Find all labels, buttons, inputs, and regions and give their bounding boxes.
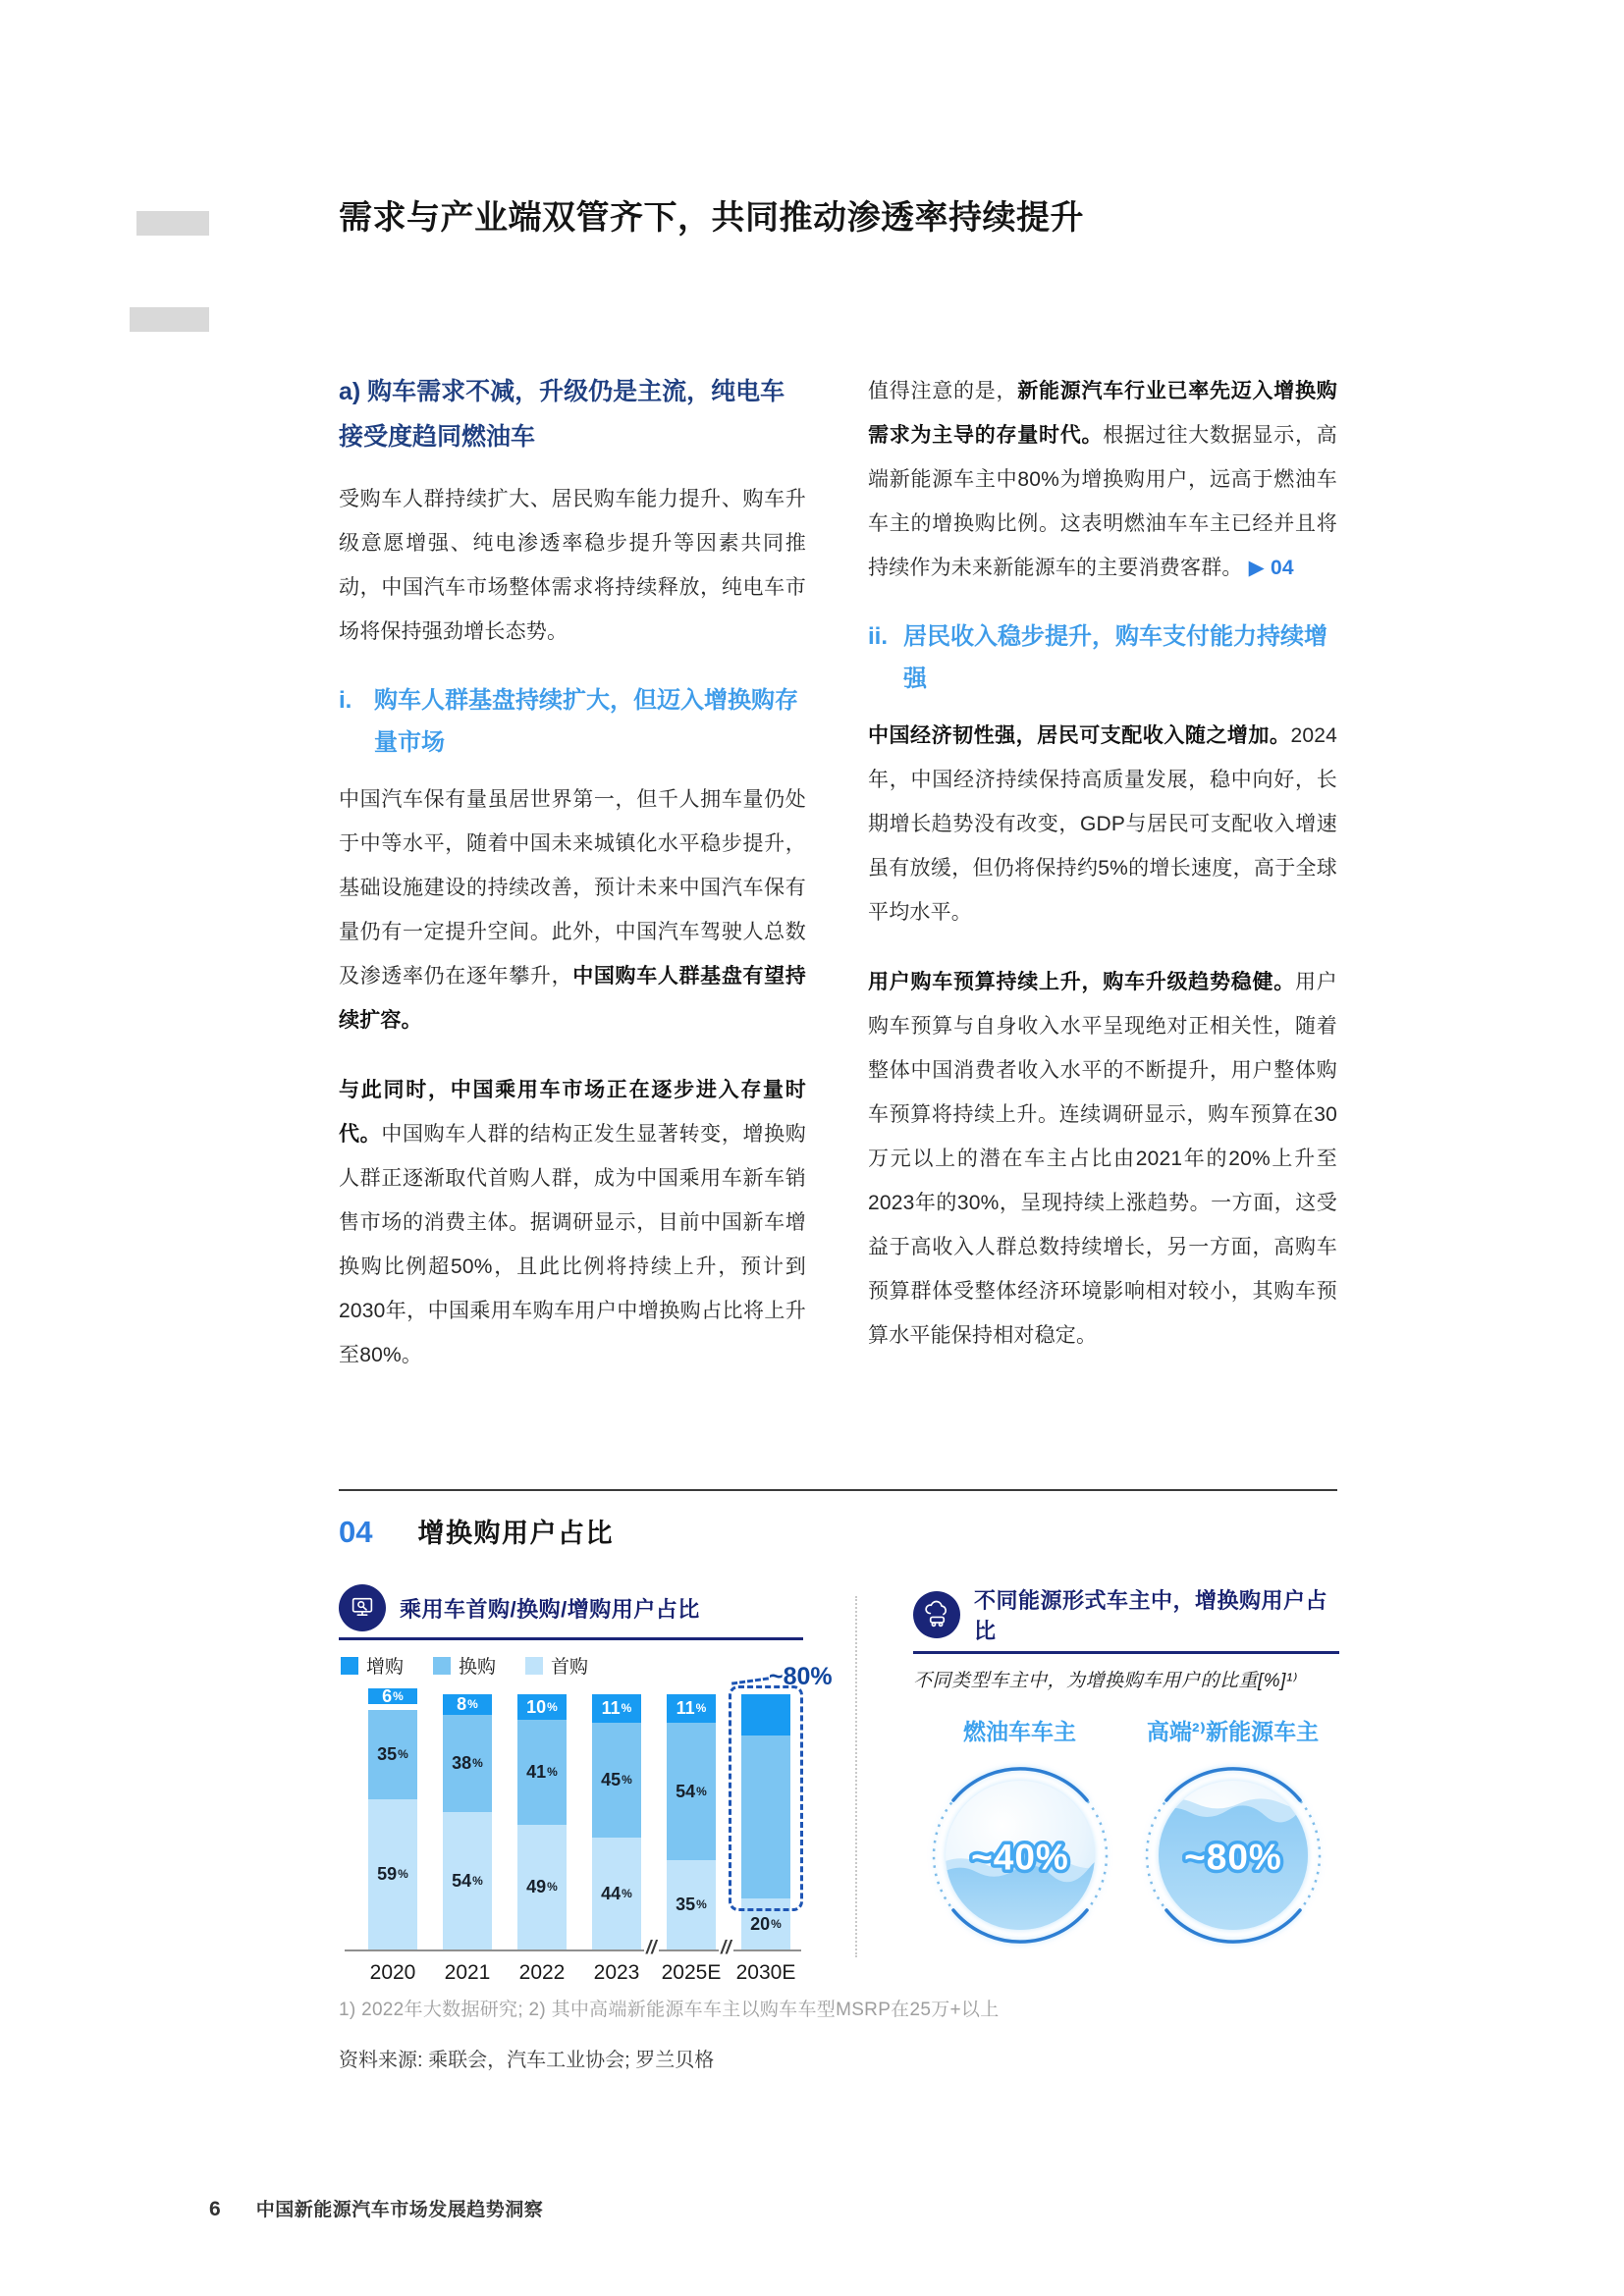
subsection-heading-ii: [868, 615, 1337, 700]
text-run: 用户购车预算与自身收入水平呈现绝对正相关性，随着整体中国消费者收入水平的不断提升，用户整体购车预算将持续上升。连续调研显示，购车预算在30万元以上的潜在车主占比由2021年的20%上升至2023年的30%，呈现持续上涨趋势。一方面，这受益于高收入人群总数持续增长，另一方面，高购车预算群体受整体经济环境影响相对较小，其购车预算水平能保持相对稳定。: [868, 971, 1337, 1347]
text-run: 受购车人群持续扩大、居民购车能力提升、购车升级意愿增强、纯电渗透率稳步提升等因素共同推动，中国汽车市场整体需求将持续释放，纯电车市场将保持强劲增长态势。: [339, 488, 806, 643]
gauge-chart-title: 不同能源形式车主中，增换购用户占比: [974, 1588, 1328, 1643]
gauge-label: 高端²⁾新能源车主: [1146, 1719, 1320, 1744]
axis-break-mark: //: [721, 1938, 731, 1958]
page-title: 需求与产业端双管齐下，共同推动渗透率持续提升: [339, 199, 1084, 237]
bar-segment-2022-换购: 41 %: [517, 1720, 567, 1825]
x-axis-label-2022: 2022: [518, 1961, 566, 1984]
x-axis-label-2025E: 2025E: [661, 1961, 722, 1984]
legend-label: 首购: [551, 1657, 589, 1678]
gauge-header: [913, 1584, 1339, 1654]
page-footer: [209, 2195, 543, 2221]
gauge-panel: [913, 1584, 1339, 1953]
bar-segment-2020-增购: 6 %: [368, 1688, 417, 1704]
text-run-bold: 用户购车预算持续上升，购车升级趋势稳健。: [868, 971, 1296, 993]
bar-segment-2022-首购: 49 %: [517, 1825, 567, 1949]
text-run: 2024年，中国经济持续保持高质量发展，稳中向好，长期增长趋势没有改变，GDP与居民可支配收入增速虽有放缓，但仍将保持约5%的增长速度，高于全球平均水平。: [868, 724, 1337, 924]
x-axis-label-2021: 2021: [444, 1961, 491, 1984]
gauge-chart-subtitle: 不同类型车主中，为增换购车用户的比重[%]¹⁾: [913, 1671, 1298, 1691]
paragraph-nev-stock: [868, 369, 1337, 590]
page-number: 6: [209, 2198, 221, 2220]
heading-i-number: i.: [339, 687, 352, 714]
figure-footnote: 1) 2022年大数据研究; 2) 其中高端新能源车车主以购车车型MSRP在25万+以上: [339, 2000, 1000, 2020]
legend-item-首购: [525, 1652, 588, 1679]
legend-swatch: [525, 1657, 543, 1675]
bar-segment-2030E-首购: 20 %: [741, 1898, 790, 1949]
figure-top-rule: [339, 1489, 1337, 1491]
bar-segment-2020-换购: 35 %: [368, 1710, 417, 1799]
bar-2021: [443, 1694, 492, 1949]
figure-header: [339, 1512, 614, 1550]
bar-segment-2023-换购: 45 %: [592, 1723, 641, 1838]
monitor-search-icon: [339, 1584, 386, 1631]
annotation-box: [729, 1685, 803, 1911]
figure-source: 资料来源: 乘联会，汽车工业协会; 罗兰贝格: [339, 2050, 715, 2071]
legend-label: 换购: [459, 1657, 497, 1678]
subsection-heading-i: [339, 679, 806, 764]
gauge-premium-nev-owners: [1126, 1714, 1339, 1953]
legend-swatch: [341, 1657, 358, 1675]
left-column: [339, 369, 806, 1403]
figure-reference-04[interactable]: ▶ 04: [1248, 557, 1294, 579]
bar-segment-2020-首购: 59 %: [368, 1799, 417, 1949]
svg-text:~80%: ~80%: [1183, 1837, 1282, 1878]
x-axis-label-2023: 2023: [593, 1961, 640, 1984]
figure-title: 增换购用户占比: [417, 1519, 614, 1548]
text-run-bold: 中国购车人群基盘有望持续扩容。: [339, 965, 807, 1032]
bar-segment-2025E-换购: 54 %: [667, 1723, 716, 1860]
legend-label: 增购: [366, 1657, 405, 1678]
text-run: 中国购车人群的结构正发生显著转变，增换购人群正逐渐取代首购人群，成为中国乘用车新车销售市场的消费主体。据调研显示，目前中国新车增换购比例超50%，且此比例将持续上升，预计到2030年，中国乘用车购车用户中增换购占比将上升至80%。: [339, 1123, 807, 1366]
gauge-fuel-owners: [913, 1714, 1126, 1953]
right-column: [868, 369, 1337, 1383]
bar-segment-2021-换购: 38 %: [443, 1715, 492, 1812]
bar-segment-2025E-增购: 11 %: [667, 1694, 716, 1723]
bar-2022: [517, 1694, 567, 1949]
bar-chart-title: 乘用车首购/换购/增购用户占比: [400, 1596, 700, 1622]
bar-2025E: [667, 1694, 716, 1949]
bar-2023: [592, 1694, 641, 1949]
text-run: 中国汽车保有量虽居世界第一，但千人拥车量仍处于中等水平，随着中国未来城镇化水平稳步提升，基础设施建设的持续改善，预计未来中国汽车保有量仍有一定提升空间。此外，中国汽车驾驶人总数及渗透率仍在逐年攀升，: [339, 788, 806, 988]
bar-segment-2023-增购: 11 %: [592, 1694, 641, 1723]
figure-number: 04: [339, 1515, 373, 1549]
paragraph-car-parc: [339, 777, 806, 1042]
legend-swatch: [433, 1657, 451, 1675]
gauge-group: [913, 1714, 1339, 1953]
section-heading-a: a) 购车需求不减，升级仍是主流，纯电车接受度趋同燃油车: [339, 378, 785, 451]
bar-segment-2023-首购: 44 %: [592, 1838, 641, 1949]
bar-segment-2025E-首购: 35 %: [667, 1860, 716, 1949]
footer-doc-title: 中国新能源汽车市场发展趋势洞察: [255, 2200, 544, 2220]
text-run: 值得注意的是，: [868, 380, 1018, 402]
paragraph-demand: [339, 477, 806, 654]
annotation-label: ~80%: [769, 1663, 833, 1690]
cloud-car-icon: [913, 1591, 960, 1638]
bar-segment-2021-增购: 8 %: [443, 1694, 492, 1715]
bar-chart-panel: [339, 1584, 833, 2002]
heading-i-text: 购车人群基盘持续扩大，但迈入增换购存量市场: [374, 687, 798, 756]
annotation-dash: [731, 1677, 769, 1684]
water-fill-gauge: [927, 1762, 1113, 1953]
legend-item-增购: [341, 1652, 404, 1679]
x-axis-label-2020: 2020: [369, 1961, 416, 1984]
gauge-label: 燃油车车主: [963, 1719, 1076, 1744]
x-axis-label-2030E: 2030E: [735, 1961, 796, 1984]
panel-divider: [855, 1596, 857, 1957]
text-run: 根据过往大数据显示，高端新能源车主中80%为增换购用户，远高于燃油车车主的增换购比例。这表明燃油车车主已经并且将持续作为未来新能源车的主要消费客群。: [868, 424, 1338, 579]
heading-ii-number: ii.: [868, 623, 889, 650]
bar-chart-header: [339, 1584, 803, 1640]
paragraph-budget: [868, 960, 1337, 1358]
paragraph-stock-era: [339, 1068, 806, 1377]
text-run-bold: 与此同时，中国乘用车市场正在逐步进入存量时代。: [339, 1079, 806, 1146]
text-run-bold: 新能源汽车行业已率先迈入增换购需求为主导的存量时代。: [868, 380, 1337, 447]
bar-segment-2022-增购: 10 %: [517, 1694, 567, 1720]
axis-break-mark: //: [646, 1938, 657, 1958]
heading-ii-text: 居民收入稳步提升，购车支付能力持续增强: [903, 623, 1327, 692]
paragraph-income: [868, 714, 1337, 934]
legend-item-换购: [433, 1652, 496, 1679]
decorative-bar-bottom: [130, 307, 209, 332]
water-fill-gauge: [1140, 1762, 1326, 1953]
bar-segment-2021-首购: 54 %: [443, 1812, 492, 1949]
decorative-bar-top: [136, 211, 209, 236]
bar-2020: [368, 1685, 417, 1949]
svg-text:~40%: ~40%: [970, 1837, 1069, 1878]
bar-chart-legend: [341, 1652, 803, 1679]
text-run-bold: 中国经济韧性强，居民可支配收入随之增加。: [868, 724, 1291, 747]
